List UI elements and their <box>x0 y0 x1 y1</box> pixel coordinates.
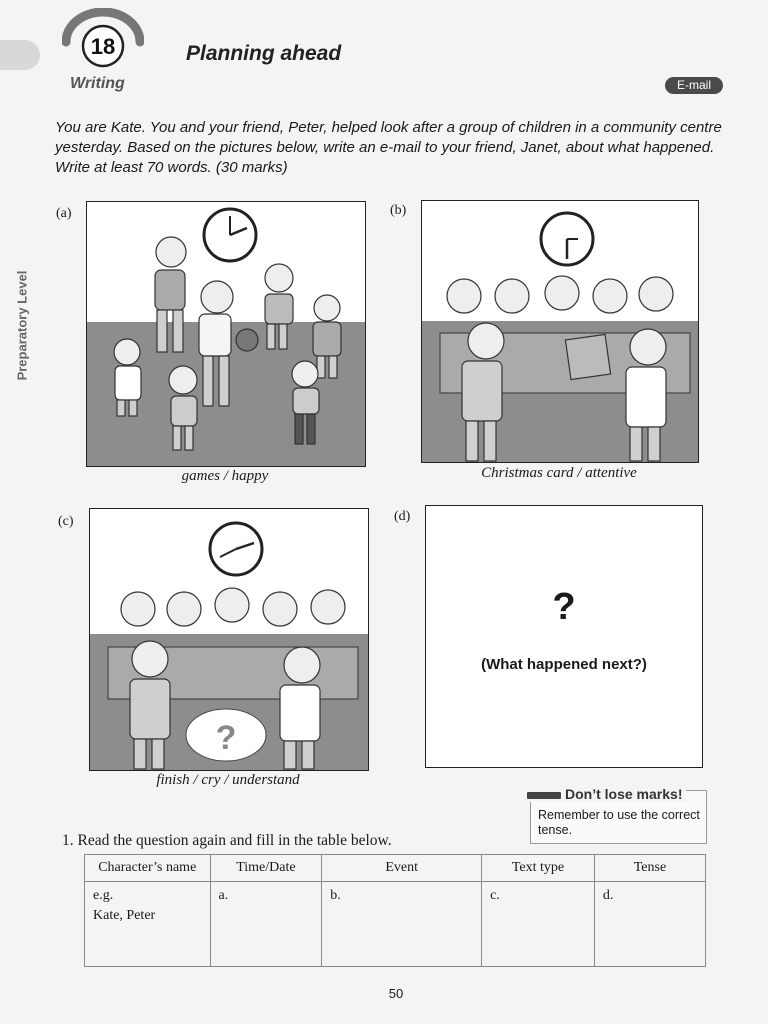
thought-bubble-icon <box>186 709 266 761</box>
picture-panel-d <box>425 505 703 768</box>
header-event: Event <box>322 855 482 882</box>
tip-heading <box>525 786 686 802</box>
panel-label-b: (b) <box>390 203 407 218</box>
planning-table <box>84 854 706 967</box>
clock-icon <box>210 523 262 575</box>
children-finished-illustration <box>90 509 368 770</box>
cell-text-type[interactable] <box>482 882 595 967</box>
page-number: 50 <box>388 986 404 1001</box>
what-happened-prompt: (What happened next?) <box>481 656 647 673</box>
header-text-type: Text type <box>482 855 595 882</box>
cell-time-date[interactable] <box>210 882 322 967</box>
cell-event[interactable] <box>322 882 482 967</box>
unit-badge <box>62 8 144 68</box>
picture-panel-b <box>421 200 699 463</box>
clock-icon <box>541 213 593 265</box>
unit-number: 18 <box>90 34 116 59</box>
example-label: e.g. <box>93 888 114 903</box>
blank-c-label: c. <box>490 888 500 903</box>
panel-label-d: (d) <box>394 509 411 524</box>
tip-heading-text: Don’t lose marks! <box>565 786 683 802</box>
header-character-name: Character’s name <box>85 855 211 882</box>
picture-panel-a <box>86 201 366 467</box>
question-1 <box>62 832 392 850</box>
clock-icon <box>204 209 256 261</box>
task-instructions: You are Kate. You and your friend, Peter, helped look after a group of children in a community centre yesterday. Based on the pictures below, write an e-mail to your friend, Janet, about what happened. Write at least 70 words. (30 marks) <box>55 119 722 176</box>
blank-b-label: b. <box>330 888 341 903</box>
blank-a-label: a. <box>218 888 229 903</box>
marker-pen-icon <box>527 792 561 799</box>
table-row <box>85 882 706 967</box>
picture-panel-c <box>89 508 369 771</box>
example-value: Kate, Peter <box>93 908 156 923</box>
unit-category: Writing <box>70 75 125 92</box>
blank-d-label: d. <box>602 888 614 903</box>
header-time-date: Time/Date <box>210 855 322 882</box>
christmas-card-illustration <box>422 201 698 462</box>
level-label: Preparatory Level <box>14 270 30 381</box>
question-mark: ? <box>552 586 576 628</box>
question-number: 1. <box>62 832 74 849</box>
svg-text:?: ? <box>215 719 237 757</box>
side-tab-shape <box>0 40 40 70</box>
panel-caption-c: finish / cry / understand <box>156 772 300 788</box>
tip-body: Remember to use the correct tense. <box>538 808 700 837</box>
cell-tense[interactable] <box>594 882 705 967</box>
children-playing-illustration <box>87 202 365 466</box>
panel-caption-b: Christmas card / attentive <box>481 465 637 481</box>
question-text: Read the question again and fill in the table below. <box>77 832 392 849</box>
panel-label-c: (c) <box>58 514 74 529</box>
text-type-badge: E-mail <box>665 77 723 94</box>
cell-character-name[interactable] <box>85 882 211 967</box>
panel-caption-a: games / happy <box>181 468 269 484</box>
panel-label-a: (a) <box>56 206 72 221</box>
page-title: Planning ahead <box>186 42 342 65</box>
header-tense: Tense <box>594 855 705 882</box>
